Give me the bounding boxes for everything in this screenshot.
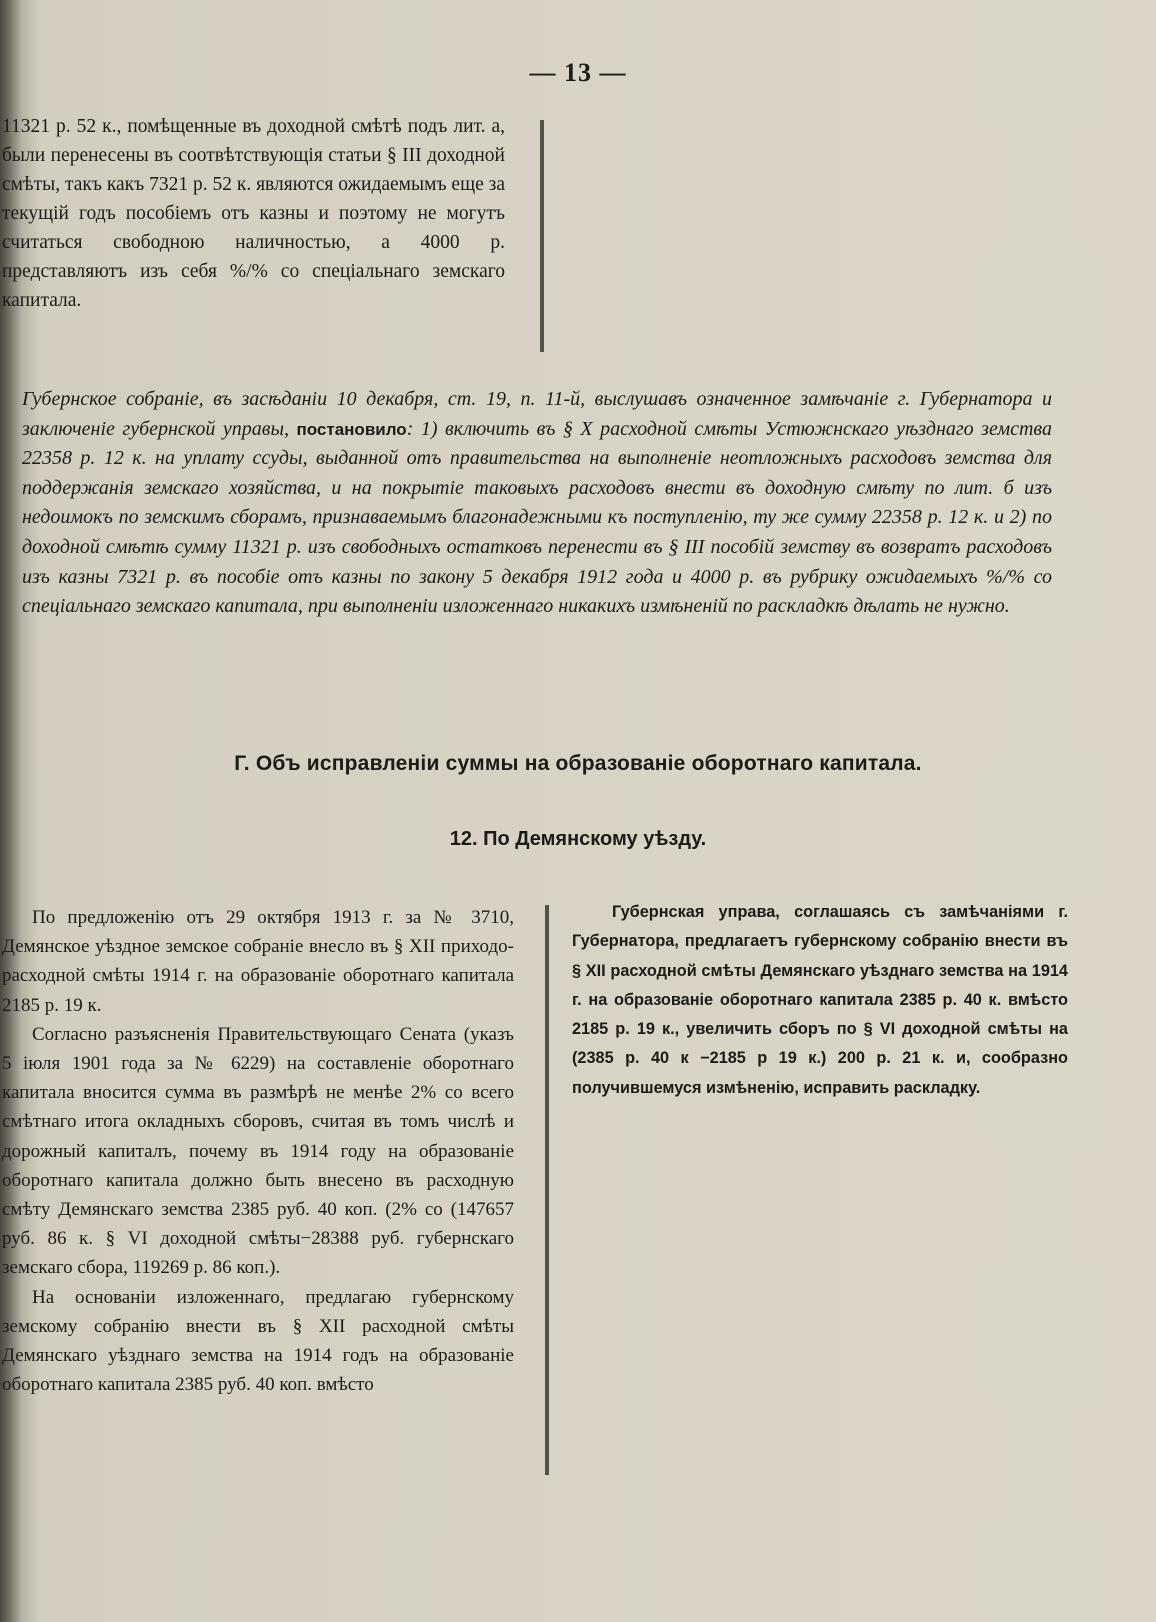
resolution-intro: Губернское собраніе, въ засѣданіи 10 декабря, ст. 19, п. 11-й, выслушавъ означенное замѣчаніе г. Губернатора и заключеніе губернской управы, [22,388,1052,440]
column-divider-bottom [545,905,549,1475]
assembly-resolution [22,385,1052,622]
top-left-paragraph: 11321 р. 52 к., помѣщенные въ доходной смѣтѣ подъ лит. а, были перенесены въ соотвѣтствующія статьи § III доходной смѣты, такъ какъ 7321 р. 52 к. являются ожидаемымъ еще за текущій годъ пособіемъ отъ казны и поэтому не могутъ считаться свободною наличностью, а 4000 р. представляютъ изъ себя %/% со спеціальнаго земскаго капитала. [2,116,505,311]
governor-proposal-paragraph-1: По предложенію отъ 29 октября 1913 г. за № 3710, Демянское уѣздное земское собраніе внесло въ § XII приходо-расходной смѣты 1914 г. на образованіе оборотнаго капитала 2185 р. 19 к. [2,907,514,1016]
governor-proposal-paragraph-3: На основаніи изложеннаго, предлагаю губернскому земскому собранію внести въ § XII расходной смѣты Демянскаго уѣзднаго земства на 1914 годъ на образованіе оборотнаго капитала 2385 руб. 40 коп. вмѣсто [2,1286,514,1396]
section-heading-g: Г. Объ исправленіи суммы на образованіе оборотнаго капитала. [234,752,922,775]
governor-proposal-paragraph-2: Согласно разъясненія Правительствующаго Сената (указъ 5 іюля 1901 года за № 6229) на составленіе оборотнаго капитала вносится сумма въ размѣрѣ не менѣе 2% со всего смѣтнаго итога окладныхъ сборовъ, считая въ томъ числѣ и дорожный капиталъ, почему въ 1914 году на образованіе оборотнаго капитала должно быть внесено въ расходную смѣту Демянскаго земства 2385 руб. 40 коп. (2% со (147657 руб. 86 к. § VI доходной смѣты−28388 руб. губернскаго земскаго сбора, 119269 р. 86 коп.). [2,1023,514,1279]
resolution-body: : 1) включить въ § X расходной смѣты Устюжнскаго уѣзднаго земства 22358 р. 12 к. на уплату ссуды, выданной отъ правительства на выполненіе неотложныхъ расходовъ земства для поддержанія земскаго хозяйства, и на покрытіе таковыхъ расходовъ внести въ доходную смѣту по лит. б изъ недоимокъ по земскимъ сборамъ, признаваемымъ благонадежными къ поступленію, ту же сумму 22358 р. 12 к. и 2) по доходной смѣтѣ сумму 11321 р. изъ свободныхъ остатковъ перенести въ § III пособій земству въ возвратъ расходовъ изъ казны 7321 р. въ пособіе отъ казны по закону 5 декабря 1912 года и 4000 р. въ рубрику ожидаемыхъ %/% со спеціальнаго земскаго капитала, при выполненіи изложеннаго никакихъ измѣненій по раскладкѣ дѣлать не нужно. [22,417,1052,618]
column-divider-top [540,120,544,352]
subsection-heading-12: 12. По Демянскому уѣзду. [449,828,707,850]
top-left-column [2,112,505,315]
page-number: — 13 — [529,58,627,87]
board-opinion-paragraph: Губернская управа, соглашаясь съ замѣчаніями г. Губернатора, предлагаетъ губернскому собранію внести въ § XII расходной смѣты Демянскаго уѣзднаго земства на 1914 г. на образованіе оборотнаго капитала 2385 р. 40 к. вмѣсто 2185 р. 19 к., увеличить сборъ по § VI доходной смѣты на (2385 р. 40 к −2185 р 19 к.) 200 р. 21 к. и, сообразно получившемуся измѣненію, исправить раскладку. [572,903,1068,1097]
bottom-right-column [572,898,1068,1103]
resolution-keyword: постановило [296,419,407,439]
bottom-left-column [2,903,514,1399]
